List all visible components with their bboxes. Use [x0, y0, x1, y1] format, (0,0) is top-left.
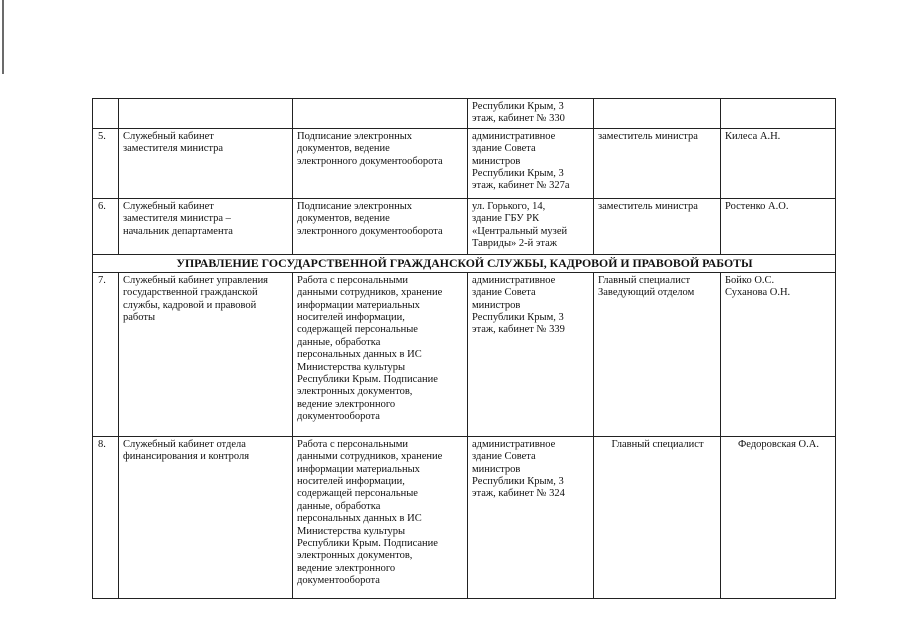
row-number [93, 99, 119, 129]
room-purpose: Работа с персональными данными сотрудников, хранение информации материальных носителей информации, содержащей персональные данные, обработка персональных данных в ИС Министерства культуры Республики Крым. Подписание электронных документов, ведение электронного документооборота [293, 436, 468, 598]
section-heading: УПРАВЛЕНИЕ ГОСУДАРСТВЕННОЙ ГРАЖДАНСКОЙ СЛУЖБЫ, КАДРОВОЙ И ПРАВОВОЙ РАБОТЫ [93, 254, 836, 272]
room-name: Служебный кабинет отдела финансирования и контроля [119, 436, 293, 598]
room-name: Служебный кабинет заместителя министра – начальник департамента [119, 198, 293, 254]
room-location: административное здание Совета министров Республики Крым, 3 этаж, кабинет № 327а [468, 128, 594, 198]
room-name: Служебный кабинет заместителя министра [119, 128, 293, 198]
responsible-position [594, 99, 721, 129]
table-row [93, 128, 836, 198]
responsible-person: Федоровская О.А. [721, 436, 836, 598]
row-number: 5. [93, 128, 119, 198]
room-name [119, 99, 293, 129]
premises-table [92, 98, 836, 599]
room-purpose: Работа с персональными данными сотрудников, хранение информации материальных носителей информации, содержащей персональные данные, обработка персональных данных в ИС Министерства культуры Республики Крым. Подписание электронных документов, ведение электронного документооборота [293, 272, 468, 436]
responsible-person [721, 99, 836, 129]
table-row [93, 272, 836, 436]
row-number: 8. [93, 436, 119, 598]
table-row [93, 436, 836, 598]
section-heading-row [93, 254, 836, 272]
row-number: 7. [93, 272, 119, 436]
responsible-position: заместитель министра [594, 198, 721, 254]
room-purpose: Подписание электронных документов, ведение электронного документооборота [293, 128, 468, 198]
row-number: 6. [93, 198, 119, 254]
responsible-person: Ростенко А.О. [721, 198, 836, 254]
room-location: административное здание Совета министров Республики Крым, 3 этаж, кабинет № 339 [468, 272, 594, 436]
responsible-position: заместитель министра [594, 128, 721, 198]
room-purpose [293, 99, 468, 129]
responsible-position: Главный специалист Заведующий отделом [594, 272, 721, 436]
responsible-person: Килеса А.Н. [721, 128, 836, 198]
responsible-position: Главный специалист [594, 436, 721, 598]
responsible-person: Бойко О.С. Суханова О.Н. [721, 272, 836, 436]
table-row [93, 198, 836, 254]
room-name: Служебный кабинет управления государственной гражданской службы, кадровой и правовой работы [119, 272, 293, 436]
table-row [93, 99, 836, 129]
room-location: административное здание Совета министров Республики Крым, 3 этаж, кабинет № 324 [468, 436, 594, 598]
scan-edge-mark [2, 0, 4, 74]
room-location: ул. Горького, 14, здание ГБУ РК «Центральный музей Тавриды» 2-й этаж [468, 198, 594, 254]
room-location: Республики Крым, 3 этаж, кабинет № 330 [468, 99, 594, 129]
room-purpose: Подписание электронных документов, ведение электронного документооборота [293, 198, 468, 254]
